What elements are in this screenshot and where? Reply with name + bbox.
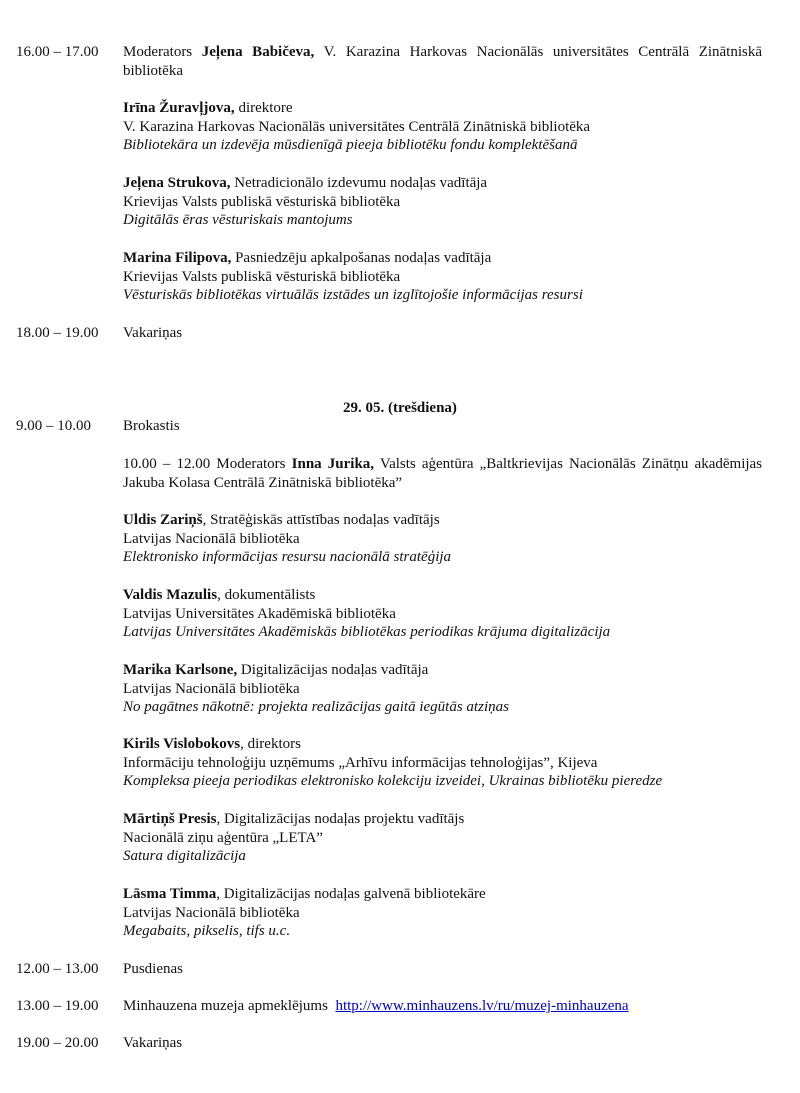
time-slot: 12.00 – 13.00: [16, 961, 99, 977]
talk-title: Bibliotekāra un izdevēja mūsdienīgā pieeja bibliotēku fondu komplektēšanā: [123, 137, 578, 153]
speaker-name: Uldis Zariņš: [123, 512, 203, 528]
speaker-role: , direktors: [240, 736, 301, 752]
speaker-org: Latvijas Nacionālā bibliotēka: [123, 530, 300, 547]
speaker-block: [123, 735, 762, 791]
time-slot: 13.00 – 19.00: [16, 998, 99, 1014]
speaker-name: Marina Filipova,: [123, 250, 232, 266]
speaker-name: Mārtiņš Presis: [123, 811, 217, 827]
time-slot: 18.00 – 19.00: [16, 325, 99, 341]
agenda-label: Minhauzena muzeja apmeklējums: [123, 998, 328, 1014]
speaker-name: Kirils Vislobokovs: [123, 736, 241, 752]
speaker-org: Latvijas Universitātes Akadēmiskā bibliotēka: [123, 605, 396, 622]
moderator-prefix: Moderators: [123, 44, 193, 60]
talk-title: Elektronisko informācijas resursu nacionālā stratēģija: [123, 549, 452, 565]
time-slot: 19.00 – 20.00: [16, 1035, 99, 1051]
speaker-org: V. Karazina Harkovas Nacionālās universitātes Centrālā Zinātniskā bibliotēka: [123, 118, 591, 135]
talk-title: Vēsturiskās bibliotēkas virtuālās izstādes un izglītojošie informācijas resursi: [123, 287, 583, 303]
speaker-block: [123, 511, 762, 567]
talk-title: Megabaits, pikselis, tifs u.c.: [123, 923, 291, 939]
speaker-org: Krievijas Valsts publiskā vēsturiskā bibliotēka: [123, 268, 401, 285]
speaker-org: Latvijas Nacionālā bibliotēka: [123, 904, 300, 921]
speaker-role: , Digitalizācijas nodaļas projektu vadītājs: [216, 811, 465, 827]
speaker-block: [123, 174, 762, 230]
speaker-name: Marika Karlsone,: [123, 662, 238, 678]
time-slot: 16.00 – 17.00: [16, 44, 99, 60]
speaker-block: [123, 885, 762, 941]
museum-visit: [123, 997, 762, 1016]
moderator-block: [123, 43, 762, 80]
speaker-role: Pasniedzēju apkalpošanas nodaļas vadītāja: [235, 250, 492, 266]
talk-title: Latvijas Universitātes Akadēmiskās bibliotēkas periodikas krājuma digitalizācija: [123, 624, 611, 640]
agenda-label: Pusdienas: [123, 961, 183, 977]
speaker-role: , Digitalizācijas nodaļas galvenā bibliotekāre: [216, 886, 486, 902]
moderator-name: Inna Jurika,: [291, 456, 375, 472]
speaker-name: Valdis Mazulis: [123, 587, 218, 603]
moderator-org: Valsts aģentūra „Baltkrievijas Nacionālās Zinātņu akadēmijas Jakuba Kolasa Centrālā Zinātniskā bibliotēka”: [123, 456, 763, 491]
speaker-role: Digitalizācijas nodaļas vadītāja: [237, 662, 429, 678]
time-slot: 9.00 – 10.00: [16, 418, 91, 434]
agenda-label: Brokastis: [123, 418, 180, 434]
agenda-label: Vakariņas: [123, 325, 183, 341]
speaker-block: [123, 249, 762, 305]
day-heading: 29. 05. (trešdiena): [343, 400, 457, 416]
talk-title: No pagātnes nākotnē: projekta realizācijas gaitā iegūtās atziņas: [123, 699, 509, 715]
talk-title: Digitālās ēras vēsturiskais mantojums: [123, 212, 353, 228]
speaker-org: Nacionālā ziņu aģentūra „LETA”: [123, 829, 323, 846]
time-slot: 10.00 – 12.00: [123, 456, 211, 472]
speaker-org: Latvijas Nacionālā bibliotēka: [123, 680, 300, 697]
speaker-role: Netradicionālo izdevumu nodaļas vadītāja: [234, 175, 488, 191]
talk-title: Satura digitalizācija: [123, 848, 246, 864]
agenda-label: Vakariņas: [123, 1035, 183, 1051]
moderator-block: [123, 455, 762, 492]
talk-title: Kompleksa pieeja periodikas elektronisko kolekciju izveidei, Ukrainas bibliotēku pieredze: [123, 773, 663, 789]
moderator-name: Jeļena Babičeva,: [201, 44, 315, 60]
moderator-org: V. Karazina Harkovas Nacionālās universitātes Centrālā Zinātniskā bibliotēka: [123, 44, 763, 79]
speaker-org: Krievijas Valsts publiskā vēsturiskā bibliotēka: [123, 193, 401, 210]
speaker-org: Informāciju tehnoloģiju uzņēmums „Arhīvu informācijas tehnoloģijas”, Kijeva: [123, 754, 598, 771]
speaker-role: direktore: [238, 100, 293, 116]
speaker-block: [123, 661, 762, 717]
speaker-name: Jeļena Strukova,: [123, 175, 231, 191]
moderator-prefix: Moderators: [216, 456, 286, 472]
speaker-role: , dokumentālists: [217, 587, 316, 603]
speaker-name: Irīna Žuravļjova,: [123, 100, 235, 116]
museum-link[interactable]: http://www.minhauzens.lv/ru/muzej-minhauzena: [335, 998, 629, 1014]
speaker-role: , Stratēģiskās attīstības nodaļas vadītājs: [202, 512, 440, 528]
speaker-name: Lāsma Timma: [123, 886, 217, 902]
speaker-block: [123, 99, 762, 155]
speaker-block: [123, 586, 762, 642]
speaker-block: [123, 810, 762, 866]
